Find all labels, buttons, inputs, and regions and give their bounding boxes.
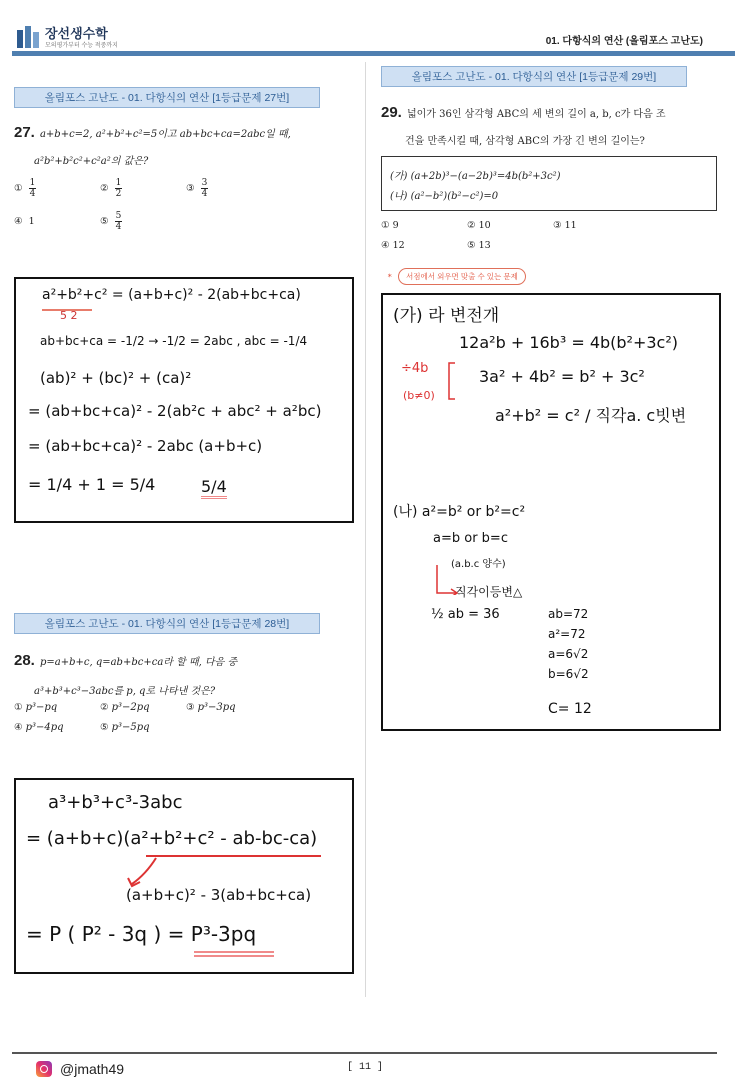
problem-28-text-1: p=a+b+c, q=ab+bc+ca라 할 때, 다음 중 — [39, 657, 238, 668]
problem-28-question — [14, 650, 354, 669]
condition-1: (가) (a+2b)³−(a−2b)³=4b(b²+3c²) — [390, 171, 561, 182]
solution-line: a=b or b=c — [433, 531, 508, 546]
solution-answer: 5/4 — [201, 477, 227, 499]
solution-line: 5 2 — [60, 309, 78, 322]
solution-line: a²+b²+c² = (a+b+c)² - 2(ab+bc+ca) — [42, 287, 301, 303]
choice-2[interactable]: ② p³−2pq — [100, 702, 150, 713]
solution-line: = (a+b+c)(a²+b²+c² - ab-bc-ca) — [26, 828, 318, 849]
solution-line: 3a² + 4b² = b² + 3c² — [479, 367, 645, 386]
solution-line: ab+bc+ca = -1/2 → -1/2 = 2abc , abc = -1/4 — [40, 334, 308, 348]
problem-28-text-2: a³+b³+c³−3abc를 p, q로 나타낸 것은? — [34, 686, 216, 697]
choice-1[interactable]: ① 9 — [381, 220, 399, 231]
solution-line: a²+b² = c² / 직각a. c빗변 — [495, 406, 687, 425]
footer-handle[interactable]: @jmath49 — [60, 1061, 125, 1077]
solution-line: = (ab+bc+ca)² - 2abc (a+b+c) — [28, 437, 263, 455]
solution-line: (나) a²=b² or b²=c² — [393, 504, 526, 520]
note-bullet-icon: ∗ — [387, 271, 393, 280]
problem-27-text-2: a²b²+b²c²+c²a²의 값은? — [34, 156, 149, 167]
problem-28-solution-box — [14, 778, 354, 974]
solution-line: = 1/4 + 1 = 5/4 — [28, 475, 156, 494]
condition-box — [381, 156, 717, 211]
solution-answer: C= 12 — [548, 701, 592, 717]
problem-27-choices — [14, 178, 344, 238]
solution-line: b=6√2 — [548, 667, 589, 681]
solution-line: (b≠0) — [403, 389, 435, 402]
solution-line: = P ( P² - 3q ) = P³-3pq — [26, 922, 257, 946]
solution-line: (ab)² + (bc)² + (ca)² — [40, 369, 192, 387]
header-divider — [12, 51, 735, 56]
note-badge: 서점에서 외우면 맞출 수 있는 문제 — [398, 268, 526, 285]
problem-29-number: 29. — [381, 104, 402, 121]
problem-27-solution-box — [14, 277, 354, 523]
footer-divider — [12, 1052, 717, 1054]
choice-5[interactable]: ⑤ $\frac{5}{4}$ — [100, 211, 122, 232]
problem-29-text-2: 건을 만족시킬 때, 삼각형 ABC의 가장 긴 변의 길이는? — [405, 136, 645, 147]
choice-4[interactable]: ④ 1 — [14, 216, 35, 227]
problem-28-number: 28. — [14, 652, 35, 669]
solution-line: ÷4b — [401, 361, 429, 376]
solution-line: = (ab+bc+ca)² - 2(ab²c + abc² + a²bc) — [28, 402, 322, 420]
column-divider — [365, 62, 366, 997]
logo-subtitle: 모의평가부터 수능 적중까지 — [45, 43, 118, 49]
page-header — [0, 0, 743, 60]
arrow-mark — [116, 852, 326, 892]
problem-27-banner: 올림포스 고난도 - 01. 다항식의 연산 [1등급문제 27번] — [14, 87, 320, 108]
choice-2[interactable]: ② 10 — [467, 220, 491, 231]
choice-3[interactable]: ③ 11 — [553, 220, 577, 231]
chapter-title: 01. 다항식의 연산 (올림포스 고난도) — [545, 36, 703, 47]
bracket-mark — [387, 355, 467, 595]
logo-icon — [17, 26, 39, 48]
choice-4[interactable]: ④ 12 — [381, 240, 405, 251]
problem-29-choices — [381, 220, 711, 254]
solution-line: (가) 라 변전개 — [393, 306, 500, 326]
underline-mark — [194, 950, 274, 958]
solution-line: a³+b³+c³-3abc — [48, 792, 183, 813]
choice-2[interactable]: ② $\frac{1}{2}$ — [100, 178, 122, 199]
choice-5[interactable]: ⑤ p³−5pq — [100, 722, 150, 733]
choice-1[interactable]: ① p³−pq — [14, 702, 58, 713]
condition-2: (나) (a²−b²)(b²−c²)=0 — [390, 191, 499, 202]
problem-29-solution-box — [381, 293, 721, 731]
page-number: [ 11 ] — [347, 1062, 384, 1073]
problem-29-banner: 올림포스 고난도 - 01. 다항식의 연산 [1등급문제 29번] — [381, 66, 687, 87]
solution-line: (a.b.c 양수) — [451, 559, 506, 570]
solution-line: (a+b+c)² - 3(ab+bc+ca) — [126, 886, 312, 904]
solution-line: a²=72 — [548, 627, 586, 641]
choice-4[interactable]: ④ p³−4pq — [14, 722, 64, 733]
problem-27-number: 27. — [14, 124, 35, 141]
problem-29-question — [381, 102, 721, 121]
problem-28-choices — [14, 702, 344, 742]
choice-1[interactable]: ① $\frac{1}{4}$ — [14, 178, 36, 199]
problem-29-text-1: 넓이가 36인 삼각형 ABC의 세 변의 길이 a, b, c가 다음 조 — [406, 109, 666, 120]
solution-line: ab=72 — [548, 607, 589, 621]
underline-mark — [42, 307, 92, 313]
choice-3[interactable]: ③ $\frac{3}{4}$ — [186, 178, 208, 199]
choice-3[interactable]: ③ p³−3pq — [186, 702, 236, 713]
problem-27-question — [14, 122, 354, 141]
solution-line: ½ ab = 36 — [431, 607, 500, 622]
solution-line: 12a²b + 16b³ = 4b(b²+3c²) — [459, 333, 679, 352]
problem-28-banner: 올림포스 고난도 - 01. 다항식의 연산 [1등급문제 28번] — [14, 613, 320, 634]
instagram-icon — [36, 1061, 52, 1077]
solution-line: a=6√2 — [548, 647, 589, 661]
logo-title: 장선생수학 — [45, 26, 108, 41]
choice-5[interactable]: ⑤ 13 — [467, 240, 491, 251]
solution-line: 직각이등변△ — [455, 585, 523, 599]
problem-27-text-1: a+b+c=2, a²+b²+c²=5이고 ab+bc+ca=2abc일 때, — [39, 129, 291, 140]
